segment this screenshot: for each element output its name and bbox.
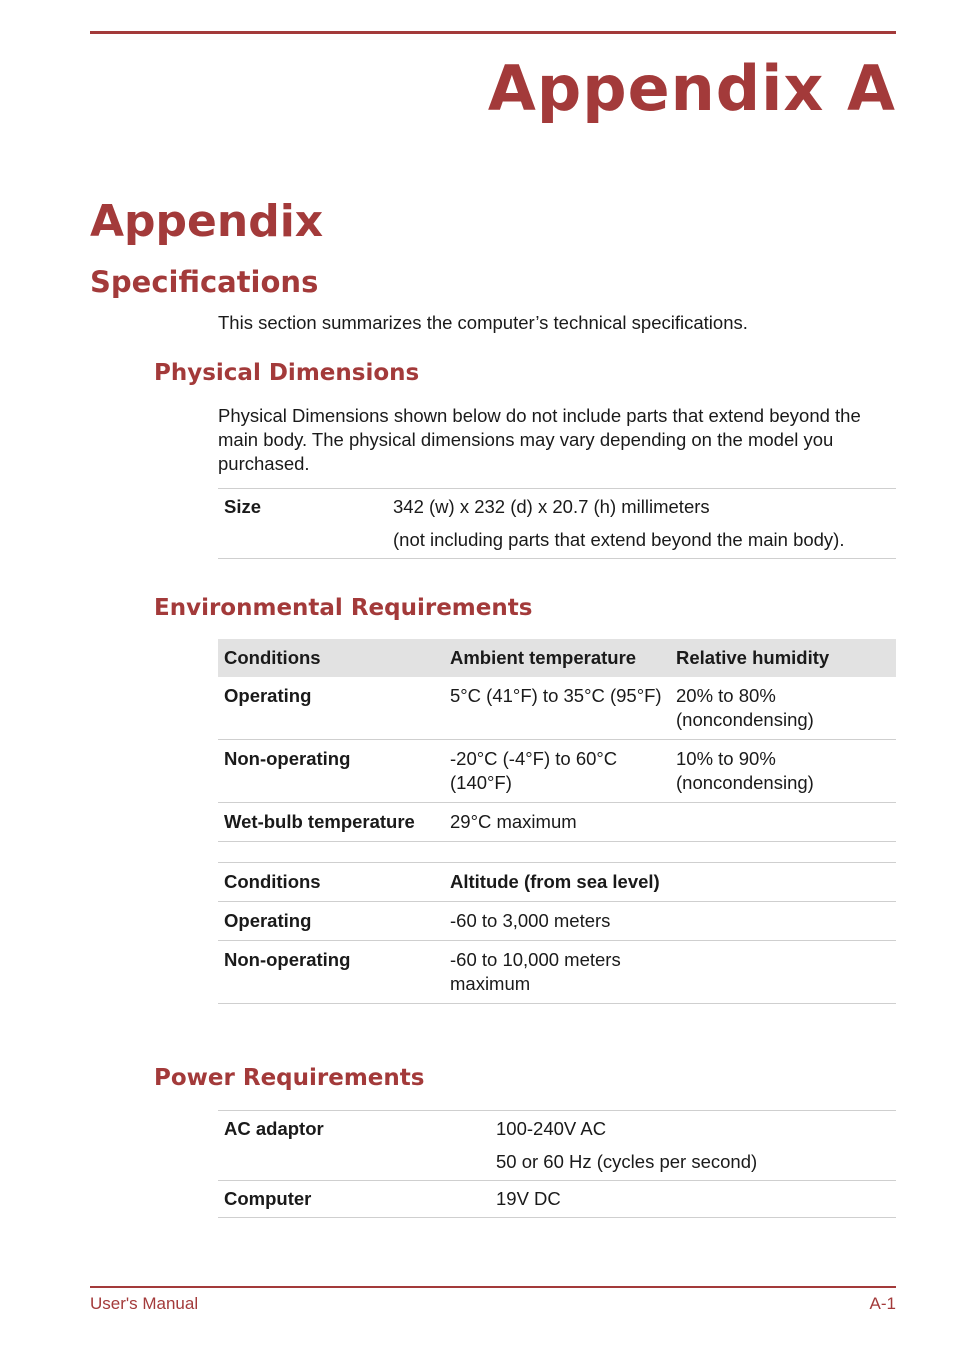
table-row: [218, 1181, 896, 1218]
computer-label: Computer: [224, 1188, 312, 1209]
footer-rule: [90, 1286, 896, 1288]
table-row: [218, 489, 896, 559]
spacer-cell: [218, 842, 896, 863]
temperature-cell: -20°C (-4°F) to 60°C (140°F): [450, 748, 618, 793]
environment-table: [218, 639, 896, 1004]
top-rule: [90, 31, 896, 34]
column-header: Conditions: [224, 647, 321, 668]
size-value-cell: [387, 489, 896, 559]
specifications-heading: Specifications: [90, 265, 319, 299]
humidity-cell: [670, 803, 896, 842]
physical-dimensions-text: Physical Dimensions shown below do not include parts that extend beyond the main body. The physical dimensions may vary depending on the model you purchased.: [218, 405, 861, 474]
table-row: [218, 902, 896, 941]
condition-cell: Non-operating: [224, 748, 351, 769]
humidity-cell: 10% to 90% (noncondensing): [676, 748, 814, 793]
table-spacer-row: [218, 842, 896, 863]
humidity-cell: 20% to 80% (noncondensing): [676, 685, 814, 730]
column-header: Relative humidity: [676, 647, 830, 668]
table-row: [218, 1111, 896, 1181]
empty-cell: [670, 863, 896, 902]
condition-cell: Operating: [224, 910, 312, 931]
power-requirements-heading: Power Requirements: [154, 1065, 425, 1091]
footer-manual-title: User's Manual: [90, 1294, 199, 1313]
ac-adaptor-note: 50 or 60 Hz (cycles per second): [496, 1151, 758, 1172]
altitude-cell: -60 to 10,000 meters maximum: [450, 949, 621, 994]
condition-cell: Non-operating: [224, 949, 351, 970]
table-row: [218, 803, 896, 842]
ac-adaptor-value: 100-240V AC: [496, 1118, 607, 1139]
size-table: [218, 488, 896, 559]
computer-value: 19V DC: [496, 1188, 561, 1209]
ac-adaptor-label: AC adaptor: [224, 1118, 324, 1139]
size-value: 342 (w) x 232 (d) x 20.7 (h) millimeters: [393, 496, 710, 517]
physical-dimensions-heading: Physical Dimensions: [154, 360, 420, 386]
altitude-header-cell: Conditions: [224, 871, 321, 892]
condition-cell: Wet-bulb temperature: [224, 811, 415, 832]
empty-cell: [670, 941, 896, 1004]
table-row: [218, 863, 896, 902]
temperature-cell: 29°C maximum: [450, 811, 577, 832]
column-header: Ambient temperature: [450, 647, 637, 668]
section-title: Appendix: [90, 196, 324, 247]
table-row: [218, 941, 896, 1004]
chapter-title: Appendix A: [487, 52, 896, 125]
table-row: [218, 677, 896, 740]
condition-cell: Operating: [224, 685, 312, 706]
power-table: [218, 1110, 896, 1218]
table-header-row: [218, 639, 896, 677]
ac-adaptor-value-cell: [490, 1111, 896, 1181]
altitude-header-cell: Altitude (from sea level): [450, 871, 660, 892]
environmental-requirements-heading: Environmental Requirements: [154, 595, 533, 621]
temperature-cell: 5°C (41°F) to 35°C (95°F): [450, 685, 662, 706]
footer-page-number: A-1: [869, 1294, 896, 1313]
size-note: (not including parts that extend beyond the main body).: [393, 529, 845, 550]
altitude-cell: -60 to 3,000 meters: [450, 910, 611, 931]
table-row: [218, 740, 896, 803]
specifications-intro: This section summarizes the computer’s technical specifications.: [218, 312, 748, 333]
size-label: Size: [224, 496, 262, 517]
